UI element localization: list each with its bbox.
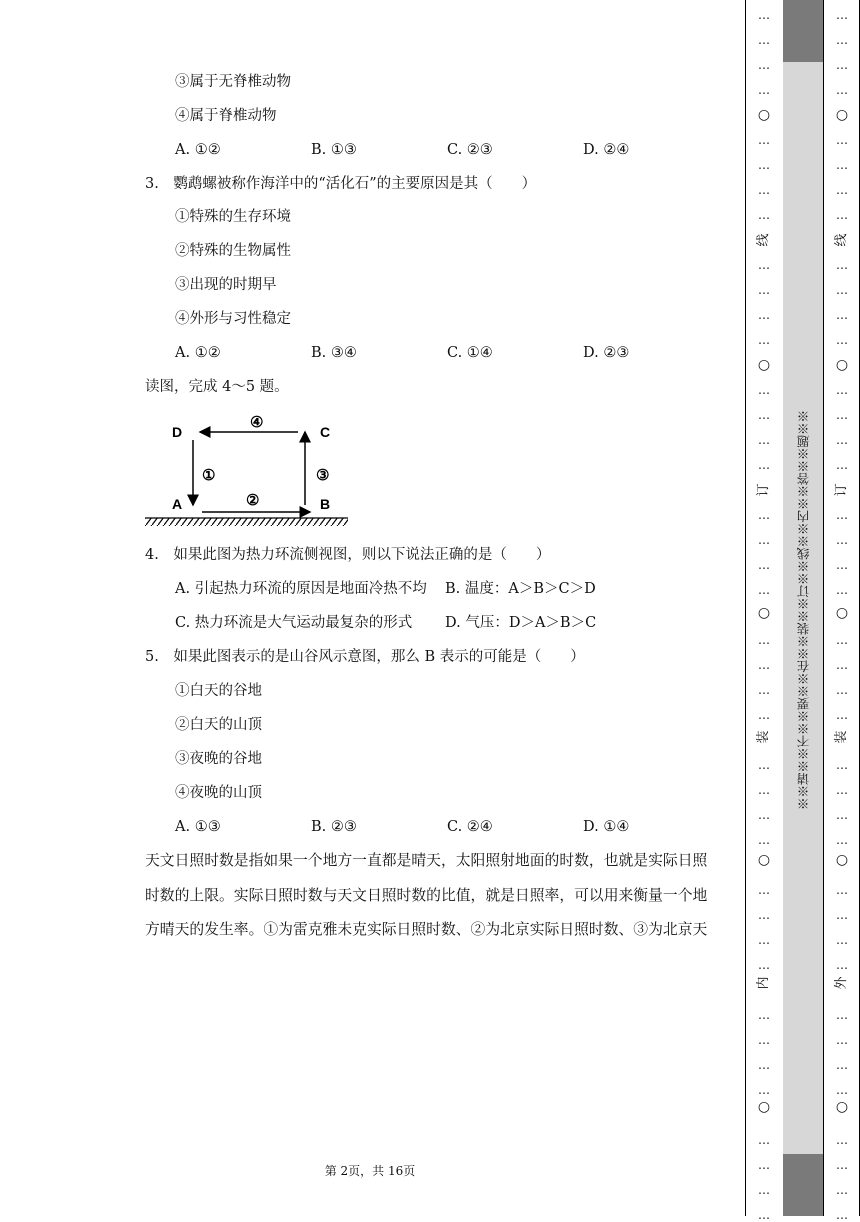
binding-dots: … — [758, 1158, 770, 1172]
binding-dots: … — [758, 583, 770, 597]
paragraph-line-1: 天文日照时数是指如果一个地方一直都是晴天，太阳照射地面的时数，也就是实际日照 — [145, 852, 708, 869]
label-arrow-2: ② — [246, 491, 260, 509]
label-b: B — [320, 496, 331, 512]
label-a: A — [172, 496, 183, 512]
binding-dots: … — [758, 658, 770, 672]
binding-mark: 外 — [834, 976, 849, 990]
label-arrow-4: ④ — [250, 413, 264, 431]
paragraph-line-3: 方晴天的发生率。①为雷克雅未克实际日照时数、②为北京实际日照时数、③为北京天 — [145, 921, 708, 938]
binding-dots: … — [836, 533, 848, 547]
q4-stem: 4. 如果此图为热力环流侧视图，则以下说法正确的是（ ） — [145, 547, 551, 563]
binding-dots: … — [758, 1033, 770, 1047]
label-arrow-1: ① — [202, 466, 216, 484]
binding-mark: 线 — [834, 233, 849, 247]
q2-option-4: ④属于脊椎动物 — [175, 108, 277, 124]
binding-dots: … — [758, 458, 770, 472]
binding-dots: … — [836, 583, 848, 597]
binding-dots: … — [836, 58, 848, 72]
binding-dots: … — [836, 383, 848, 397]
band-bottom-block — [783, 1154, 823, 1216]
no-answer-warning: ※※请※※不※※要※※在※※装※※订※※线※※内※※答※※题※※ — [796, 410, 811, 810]
binding-mark: 装 — [756, 730, 771, 744]
binding-dots: … — [836, 333, 848, 347]
choice-c: C. ①④ — [447, 345, 493, 361]
binding-dots: … — [836, 1008, 848, 1022]
binding-dots: … — [836, 658, 848, 672]
binding-dots: … — [758, 683, 770, 697]
binding-circle: ○ — [757, 357, 771, 373]
binding-dots: … — [758, 833, 770, 847]
binding-dots: … — [758, 533, 770, 547]
choice-c: C. ②③ — [447, 142, 493, 158]
choice-d: D. ①④ — [583, 819, 630, 835]
binding-dots: … — [758, 633, 770, 647]
thermal-circulation-diagram — [140, 405, 355, 530]
q3-option-1: ①特殊的生存环境 — [175, 209, 291, 225]
paragraph-line-2: 时数的上限。实际日照时数与天文日照时数的比值，就是日照率，可以用来衡量一个地 — [145, 887, 708, 904]
binding-dots: … — [836, 1208, 848, 1222]
binding-dots: … — [836, 833, 848, 847]
binding-dots: … — [836, 83, 848, 97]
binding-dots: … — [836, 208, 848, 222]
choice-a: A. ①② — [175, 345, 221, 361]
binding-circle: ○ — [835, 852, 849, 868]
binding-mark: 装 — [834, 730, 849, 744]
q5-option-2: ②白天的山顶 — [175, 717, 262, 733]
binding-dots: … — [758, 158, 770, 172]
read-figure-instruction: 读图，完成 4～5 题。 — [145, 379, 289, 395]
q5-option-4: ④夜晚的山顶 — [175, 785, 262, 801]
binding-dots: … — [836, 283, 848, 297]
binding-circle: ○ — [757, 1099, 771, 1115]
binding-dots: … — [836, 958, 848, 972]
q5-stem: 5. 如果此图表示的是山谷风示意图，那么 B 表示的可能是（ ） — [145, 649, 585, 665]
binding-dots: … — [836, 808, 848, 822]
binding-dots: … — [758, 933, 770, 947]
binding-mark: 订 — [834, 483, 849, 497]
binding-dots: … — [836, 1158, 848, 1172]
binding-dots: … — [836, 1183, 848, 1197]
binding-dots: … — [758, 208, 770, 222]
binding-dots: … — [836, 158, 848, 172]
binding-dots: … — [758, 883, 770, 897]
q3-option-4: ④外形与习性稳定 — [175, 311, 291, 327]
binding-dots: … — [758, 333, 770, 347]
binding-dots: … — [758, 1183, 770, 1197]
binding-dots: … — [836, 558, 848, 572]
binding-circle: ○ — [757, 107, 771, 123]
binding-circle: ○ — [757, 605, 771, 621]
binding-dots: … — [836, 1133, 848, 1147]
binding-dots: … — [758, 558, 770, 572]
choice-b: B. ③④ — [311, 345, 357, 361]
binding-dots: … — [758, 408, 770, 422]
binding-dots: … — [758, 8, 770, 22]
binding-circle: ○ — [835, 1099, 849, 1115]
choice-d: D. ②③ — [583, 345, 630, 361]
binding-dots: … — [836, 883, 848, 897]
binding-dots: … — [758, 258, 770, 272]
binding-circle: ○ — [835, 605, 849, 621]
binding-dots: … — [758, 183, 770, 197]
binding-dots: … — [758, 33, 770, 47]
binding-dots: … — [758, 1133, 770, 1147]
label-c: C — [320, 424, 331, 440]
binding-dots: … — [836, 8, 848, 22]
binding-dots: … — [836, 908, 848, 922]
binding-dots: … — [758, 808, 770, 822]
label-arrow-3: ③ — [316, 466, 330, 484]
ground-hatch — [145, 518, 348, 526]
binding-mark: 线 — [756, 233, 771, 247]
binding-dots: … — [836, 408, 848, 422]
choice-b: B. ①③ — [311, 142, 357, 158]
binding-dots: … — [836, 783, 848, 797]
binding-dots: … — [836, 683, 848, 697]
binding-dots: … — [836, 1058, 848, 1072]
binding-circle: ○ — [835, 357, 849, 373]
binding-dots: … — [836, 258, 848, 272]
q3-option-3: ③出现的时期早 — [175, 277, 277, 293]
binding-dots: … — [836, 33, 848, 47]
binding-dots: … — [758, 783, 770, 797]
binding-dots: … — [836, 933, 848, 947]
choice-a: A. ①② — [175, 142, 221, 158]
binding-dots: … — [758, 383, 770, 397]
binding-dots: … — [758, 1058, 770, 1072]
binding-dots: … — [836, 758, 848, 772]
q5-option-3: ③夜晚的谷地 — [175, 751, 262, 767]
q5-option-1: ①白天的谷地 — [175, 683, 262, 699]
binding-dots: … — [758, 708, 770, 722]
binding-dots: … — [758, 758, 770, 772]
binding-dots: … — [836, 1033, 848, 1047]
choice-c: C. 热力环流是大气运动最复杂的形式 — [175, 615, 413, 631]
binding-dots: … — [836, 133, 848, 147]
binding-dots: … — [836, 508, 848, 522]
binding-circle: ○ — [757, 852, 771, 868]
choice-b: B. 温度：A＞B＞C＞D — [445, 581, 596, 597]
binding-dots: … — [758, 1208, 770, 1222]
choice-c: C. ②④ — [447, 819, 493, 835]
choice-a: A. ①③ — [175, 819, 221, 835]
binding-dots: … — [836, 1083, 848, 1097]
choice-a: A. 引起热力环流的原因是地面冷热不均 — [175, 581, 427, 597]
band-top-block — [783, 0, 823, 62]
binding-mark: 订 — [756, 483, 771, 497]
binding-dots: … — [836, 308, 848, 322]
binding-dots: … — [836, 633, 848, 647]
binding-dots: … — [836, 708, 848, 722]
binding-dots: … — [758, 283, 770, 297]
binding-dots: … — [758, 508, 770, 522]
binding-circle: ○ — [835, 107, 849, 123]
binding-dots: … — [758, 1008, 770, 1022]
binding-dots: … — [758, 83, 770, 97]
binding-dots: … — [758, 433, 770, 447]
binding-dots: … — [836, 183, 848, 197]
binding-dots: … — [758, 958, 770, 972]
q3-stem: 3. 鹦鹉螺被称作海洋中的“活化石”的主要原因是其（ ） — [145, 176, 537, 192]
label-d: D — [172, 424, 183, 440]
inner-binding-column — [754, 0, 774, 1222]
binding-dots: … — [758, 133, 770, 147]
binding-dots: … — [836, 433, 848, 447]
q2-option-3: ③属于无脊椎动物 — [175, 74, 291, 90]
choice-d: D. 气压：D＞A＞B＞C — [445, 615, 597, 631]
binding-dots: … — [836, 458, 848, 472]
outer-binding-column — [832, 0, 852, 1222]
choice-d: D. ②④ — [583, 142, 630, 158]
binding-dots: … — [758, 308, 770, 322]
strip-border-mid-right — [823, 0, 824, 1216]
binding-dots: … — [758, 1083, 770, 1097]
choice-b: B. ②③ — [311, 819, 357, 835]
strip-border-left — [745, 0, 746, 1216]
page-footer: 第 2页，共 16页 — [324, 1164, 416, 1178]
binding-mark: 内 — [756, 976, 771, 990]
binding-dots: … — [758, 908, 770, 922]
q3-option-2: ②特殊的生物属性 — [175, 243, 291, 259]
binding-dots: … — [758, 58, 770, 72]
